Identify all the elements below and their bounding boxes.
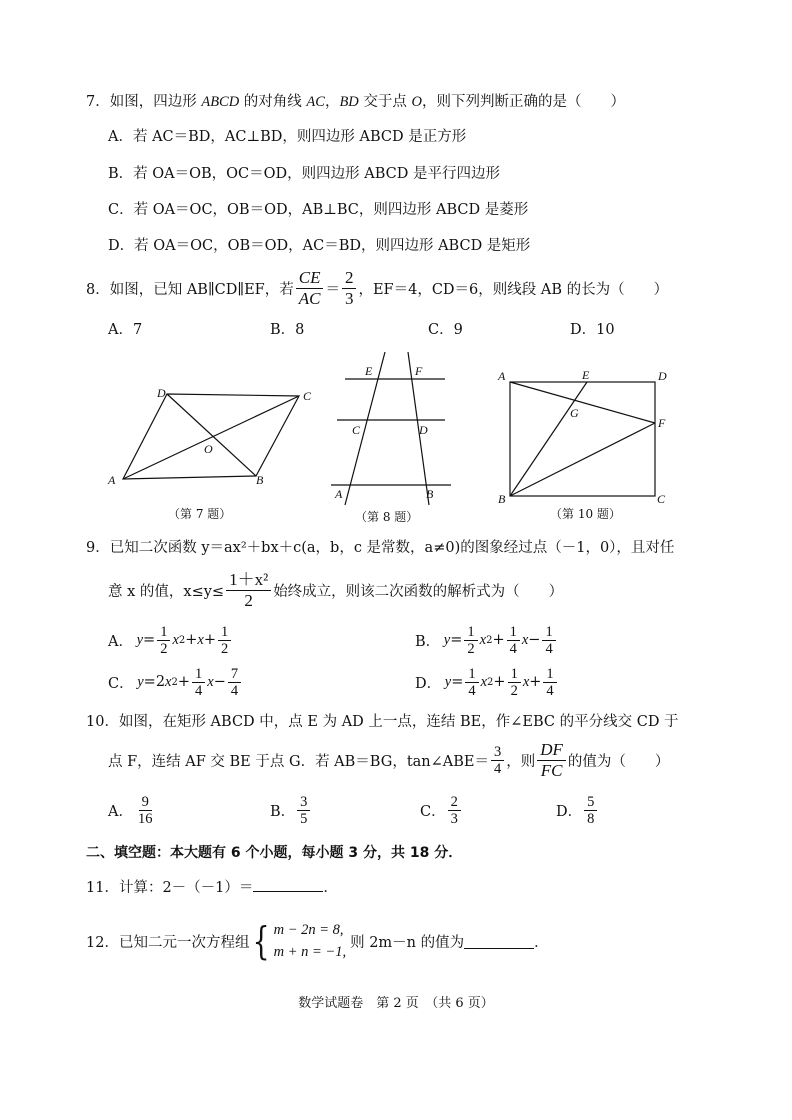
fig8-label-e: E bbox=[365, 364, 373, 378]
q10-ratio-fraction: $\frac{DF}{FC}$ bbox=[537, 740, 566, 781]
equation-brace: { bbox=[253, 919, 271, 963]
q7-option-a: A．若 AC＝BD，AC⊥BD，则四边形 ABCD 是正方形 bbox=[108, 129, 467, 145]
fig7-label-a: A bbox=[108, 473, 116, 487]
equation-system: m − 2n = 8, m + n = −1, bbox=[273, 922, 347, 960]
q8-option-b: B．8 bbox=[270, 322, 305, 338]
fig10-label-c: C bbox=[657, 492, 666, 506]
q10-option-a: A． $\frac{9}{16}$ bbox=[108, 793, 153, 827]
q9-option-a: A． y = $\frac{1}{2}$ x 2 + x + $\frac{1}{2}$ bbox=[108, 618, 233, 662]
fig10-label-g: G bbox=[570, 406, 579, 420]
q10-option-c: C． $\frac{2}{3}$ bbox=[420, 788, 463, 832]
fig10-label-b: B bbox=[498, 492, 506, 506]
fig7-label-c: C bbox=[303, 389, 312, 403]
fig7-label-d: D bbox=[157, 386, 166, 400]
fig8-label-a: A bbox=[335, 487, 343, 501]
q10-option-d: D． $\frac{5}{8}$ bbox=[556, 788, 599, 832]
fig8-label-d: D bbox=[419, 423, 428, 437]
q10-tan-fraction: $\frac{3}{4}$ bbox=[491, 744, 504, 777]
q8-option-d: D．10 bbox=[570, 322, 615, 338]
q11-answer-blank[interactable] bbox=[253, 877, 323, 892]
q12-answer-blank[interactable] bbox=[464, 934, 534, 949]
q8-option-c: C．9 bbox=[428, 322, 463, 338]
q12: 12．已知二元一次方程组 { m − 2n = 8, m + n = −1, 则 2m－n 的值为 ． bbox=[86, 919, 549, 963]
q8-fraction-ce-ac: $\frac{CE}{AC}$ bbox=[296, 268, 324, 309]
fig7-label-b: B bbox=[256, 473, 264, 487]
figure-7-parallelogram bbox=[100, 380, 330, 520]
q10-line1: 10．如图，在矩形 ABCD 中，点 E 为 AD 上一点，连结 BE，作∠EBC 的平分线交 CD 于 bbox=[86, 714, 679, 730]
q9-option-d: D． y = $\frac{1}{4}$ x 2 + $\frac{1}{2}$ x + $\frac{1}{4}$ bbox=[415, 660, 559, 704]
q9-fraction: $\frac{\text{1＋x²}}{2}$ bbox=[226, 570, 271, 611]
figure-10-caption: （第 10 题） bbox=[550, 507, 621, 521]
fig7-label-o: O bbox=[204, 442, 213, 456]
q9-line2: 意 x 的值，x≤y≤ $\frac{\text{1＋x²}}{2}$ 始终成立，则该二次函数的解析式为（ ） bbox=[108, 569, 564, 610]
section-2-title: 二、填空题：本大题有 6 个小题，每小题 3 分，共 18 分． bbox=[86, 845, 463, 861]
q9-option-b: B． y = $\frac{1}{2}$ x 2 + $\frac{1}{4}$ x − $\frac{1}{4}$ bbox=[415, 618, 558, 662]
q8-stem: 8．如图，已知 AB∥CD∥EF，若 $\frac{CE}{AC}$ ＝ $\frac{2}{3}$ ，EF＝4，CD＝6，则线段 AB 的长为（ ） bbox=[86, 267, 669, 308]
fig10-label-a: A bbox=[498, 369, 506, 383]
q8-fraction-2-3: $\frac{2}{3}$ bbox=[342, 268, 357, 309]
q7-option-b: B．若 OA＝OB，OC＝OD，则四边形 ABCD 是平行四边形 bbox=[108, 166, 500, 182]
fig10-label-e: E bbox=[582, 368, 590, 382]
q7-option-d: D．若 OA＝OC，OB＝OD，AC＝BD，则四边形 ABCD 是矩形 bbox=[108, 238, 531, 254]
figure-8-caption: （第 8 题） bbox=[355, 510, 419, 524]
figure-7-caption: （第 7 题） bbox=[168, 507, 232, 521]
fig8-label-b: B bbox=[426, 487, 434, 501]
figure-8-parallel-lines bbox=[325, 345, 460, 510]
q9-line1: 9．已知二次函数 y＝ax²＋bx＋c(a，b，c 是常数，a≠0)的图象经过点（－1，0），且对任 bbox=[86, 540, 675, 556]
fig8-label-f: F bbox=[415, 364, 423, 378]
page-footer: 数学试题卷 第 2 页 （共 6 页） bbox=[298, 996, 494, 1011]
figure-10-rectangle bbox=[490, 365, 680, 515]
q10-line2: 点 F，连结 AF 交 BE 于点 G．若 AB＝BG，tan∠ABE＝ $\frac{3}{4}$ ，则 $\frac{DF}{FC}$ 的值为（ ） bbox=[108, 739, 670, 780]
fig8-label-c: C bbox=[352, 423, 361, 437]
q8-option-a: A．7 bbox=[108, 322, 143, 338]
q7-option-c: C．若 OA＝OC，OB＝OD，AB⊥BC，则四边形 ABCD 是菱形 bbox=[108, 202, 529, 218]
fig10-label-d: D bbox=[658, 369, 667, 383]
q11: 11．计算：2－（－1）＝ ． bbox=[86, 877, 338, 898]
fig10-label-f: F bbox=[658, 416, 666, 430]
q10-option-b: B． $\frac{3}{5}$ bbox=[270, 788, 312, 832]
q9-option-c: C． y =2 x 2 + $\frac{1}{4}$ x − $\frac{7}{4}$ bbox=[108, 660, 243, 704]
q7-stem: 7．如图，四边形 ABCD 的对角线 AC，BD 交于点 O，则下列判断正确的是（ ） bbox=[86, 94, 625, 110]
